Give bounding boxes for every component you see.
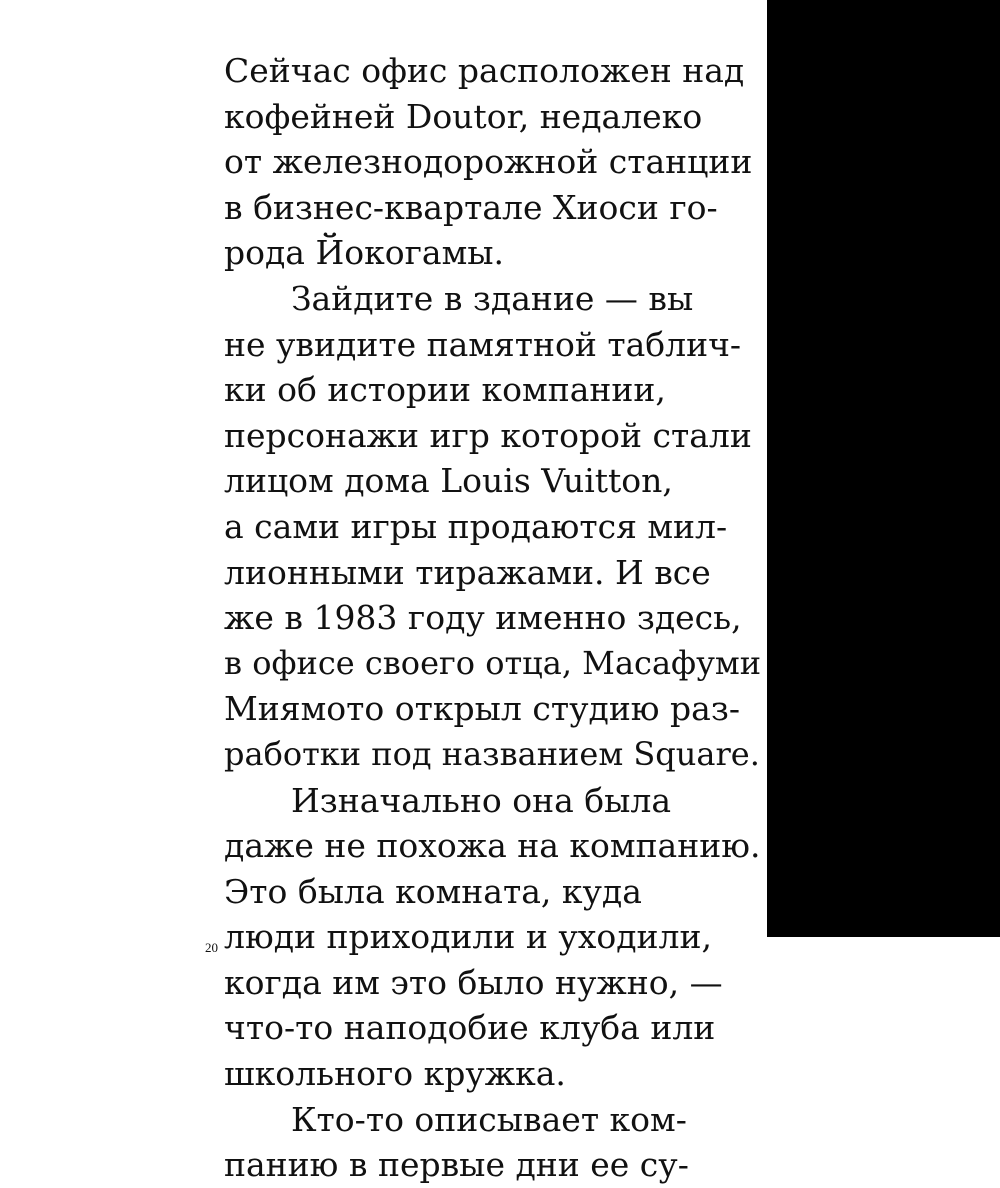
text-line: Изначально она была [291,780,672,820]
text-line: люди приходили и уходили, [224,917,712,957]
text-line: же в 1983 году именно здесь, [224,598,742,638]
black-edge-band [767,0,1000,937]
text-line: в бизнес-квартале Хиоси го- [224,187,718,227]
text-line: от железнодорожной станции [224,142,753,182]
text-line: Сейчас офис расположен над [224,51,745,90]
text-line: школьного кружка. [224,1054,566,1094]
text-line: не увидите памятной таблич- [224,324,742,364]
page-number: 20 [205,940,218,955]
text-line: а сами игры продаются мил- [224,506,728,546]
text-line: лионными тиражами. И все [224,552,711,592]
text-line: персонажи игр которой стали [224,415,752,455]
text-line: в офисе своего отца, Масафуми [224,643,762,682]
text-line: панию в первые дни ее су- [224,1145,689,1185]
text-line: Это была комната, куда [224,871,642,911]
body-text [224,48,764,1188]
text-line: кофейней Doutor, недалеко [224,96,703,136]
text-line: когда им это было нужно, — [224,962,723,1002]
text-line: Кто-то описывает ком- [291,1099,687,1139]
text-line: что-то наподобие клуба или [224,1008,716,1048]
text-line: работки под названием Square. [224,734,760,773]
text-line: рода Йокогамы. [224,233,505,273]
text-line: даже не похожа на компанию. [224,826,761,866]
text-line: Миямото открыл студию раз- [224,689,740,729]
text-line: лицом дома Louis Vuitton, [224,461,673,501]
text-line: ки об истории компании, [224,370,666,410]
text-line: Зайдите в здание — вы [291,278,694,318]
